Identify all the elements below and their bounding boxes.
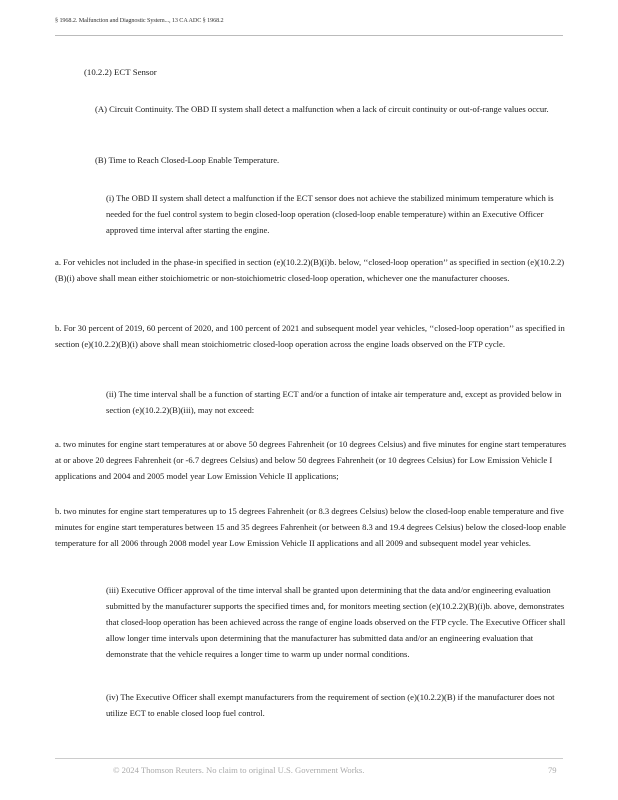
paragraph-b-percent: b. For 30 percent of 2019, 60 percent of 2020, and 100 percent of 2021 and subsequent model year vehicles, ‘‘closed-loop operation’’ as specified in section (e)(10.2.2)(B)(i) above shall mean stoichiometric closed-loop operation across the engine loads observed on the FTP cycle. bbox=[55, 323, 565, 349]
paragraph-iv-exemption: (iv) The Executive Officer shall exempt manufacturers from the requirement of section (e)(10.2.2)(B) if the manufacturer does not utilize ECT to enable closed loop fuel control. bbox=[106, 692, 555, 718]
section-heading: (10.2.2) ECT Sensor bbox=[84, 67, 157, 77]
paragraph-i-malfunction: (i) The OBD II system shall detect a malfunction if the ECT sensor does not achieve the stabilized minimum temperature which is needed for the fuel control system to begin closed-loop operation (closed-loop enable temperature) within an Executive Officer approved time interval after starting the engine. bbox=[106, 193, 554, 235]
paragraph-circuit-continuity: (A) Circuit Continuity. The OBD II system shall detect a malfunction when a lack of circuit continuity or out-of-range values occur. bbox=[95, 104, 549, 114]
footer-divider bbox=[55, 758, 563, 759]
header-divider bbox=[55, 35, 563, 36]
paragraph-time-to-closed-loop: (B) Time to Reach Closed-Loop Enable Temperature. bbox=[95, 155, 280, 165]
paragraph-a-two-minutes: a. two minutes for engine start temperatures at or above 50 degrees Fahrenheit (or 10 degrees Celsius) and five minutes for engine start temperatures at or above 20 degrees Fahrenheit (or -6.7 degrees Celsius) and below 50 degrees Fahrenheit (or 10 degrees Celsius) for Low Emission Vehicle I applications and 2004 and 2005 model year Low Emission Vehicle II applications; bbox=[55, 439, 567, 481]
paragraph-b-two-minutes: b. two minutes for engine start temperatures up to 15 degrees Fahrenheit (or 8.3 degrees Celsius) below the closed-loop enable temperature and five minutes for engine start temperatures between 15 and 35 degrees Fahrenheit (or between 8.3 and 19.4 degrees Celsius) below the closed-loop enable temperature for all 2006 through 2008 model year Low Emission Vehicle II applications and all 2009 and subsequent model year vehicles. bbox=[55, 506, 566, 548]
copyright-notice: © 2024 Thomson Reuters. No claim to original U.S. Government Works. bbox=[113, 765, 365, 775]
page-number: 79 bbox=[548, 765, 557, 775]
running-header: § 1968.2. Malfunction and Diagnostic System..., 13 CA ADC § 1968.2 bbox=[55, 17, 224, 24]
paragraph-iii-approval: (iii) Executive Officer approval of the time interval shall be granted upon determining that the data and/or engineering evaluation submitted by the manufacturer supports the specified times and, for monitors meeting section (e)(10.2.2)(B)(i)b. above, demonstrates that closed-loop operation has been achieved across the range of engine loads observed on the FTP cycle. The Executive Officer shall allow longer time intervals upon determining that the manufacturer has submitted data and/or an engineering evaluation that demonstrate that the vehicle requires a longer time to warm up under normal conditions. bbox=[106, 585, 566, 659]
paragraph-ii-time-interval: (ii) The time interval shall be a function of starting ECT and/or a function of intake air temperature and, except as provided below in section (e)(10.2.2)(B)(iii), may not exceed: bbox=[106, 389, 562, 415]
paragraph-a-phase-in: a. For vehicles not included in the phase-in specified in section (e)(10.2.2)(B)(i)b. below, ‘‘closed-loop operation’’ as specified in section (e)(10.2.2)(B)(i) above shall mean either stoichiometric or non-stoichiometric closed-loop operation, whichever one the manufacturer chooses. bbox=[55, 257, 565, 283]
